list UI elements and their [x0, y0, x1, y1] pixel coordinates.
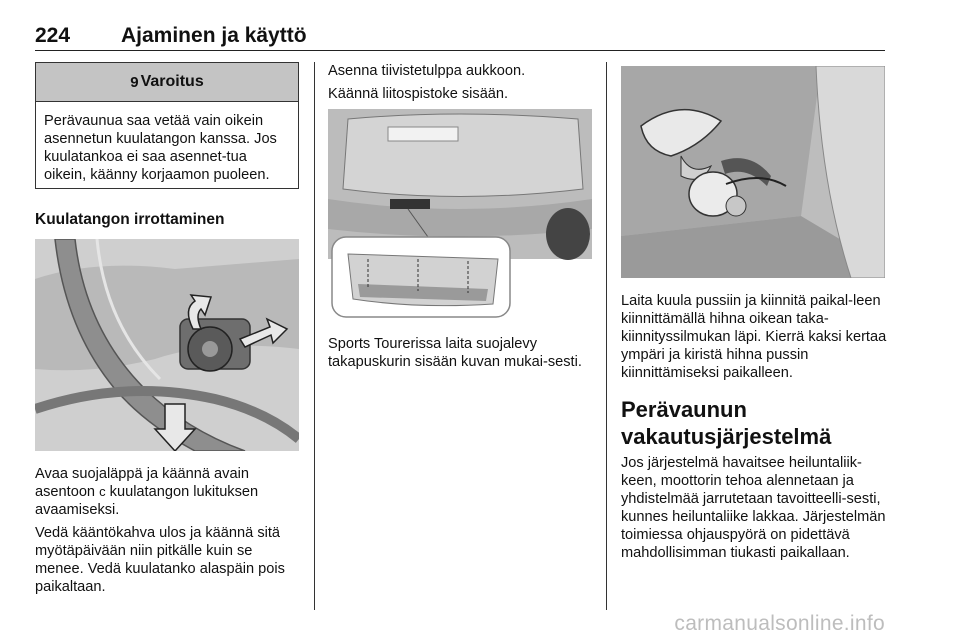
section-heading: Kuulatangon irrottaminen — [35, 211, 225, 228]
watermark: carmanualsonline.info — [674, 612, 885, 635]
paragraph: Vedä kääntökahva ulos ja käännä sitä myötäpäivään niin pitkälle kuin se menee. Vedä kuulatanko alaspäin pois paikaltaan. — [35, 525, 285, 595]
warning-text: Perävaunua saa vetää vain oikein asennetun kuulatangon kanssa. Jos kuulatankoa ei saa asennet-tua oikein, käänny korjaamon puoleen. — [44, 113, 277, 183]
rear-bumper-cover-illustration — [328, 109, 592, 321]
warning-header — [36, 63, 298, 102]
ball-bag-trunk-illustration — [621, 66, 885, 278]
paragraph: Asenna tiivistetulppa aukkoon. — [328, 63, 526, 79]
paragraph: Käännä liitospistoke sisään. — [328, 86, 509, 102]
paragraph: Sports Tourerissa laita suojalevy takapuskurin sisään kuvan mukai-sesti. — [328, 336, 582, 370]
paragraph: Laita kuula pussiin ja kiinnitä paikal-leen kiinnittämällä hihna oikean taka-kiinnityssilmukan läpi. Kierrä kaksi kertaa ympäri ja kiristä hihna pussin kiinnittämiseksi paikalleen. — [621, 293, 887, 381]
column-divider — [606, 62, 607, 610]
column-divider — [314, 62, 315, 610]
page-number: 224 — [35, 24, 71, 47]
section-heading: Perävaunun vakautusjärjestelmä — [621, 397, 832, 449]
page-title: Ajaminen ja käyttö — [121, 24, 307, 47]
paragraph: Jos järjestelmä havaitsee heiluntaliik-keen, moottorin tehoa alennetaan ja yhdistelmää jarrutetaan tavoitteelli-sesti, kunnes heiluntaliike lakkaa. Järjestelmän toimiessa ohjauspyörä on pidettävä mahdollisimman tiukasti paikallaan. — [621, 455, 886, 561]
paragraph-text: Avaa suojaläppä ja käännä avain asentoon — [35, 466, 249, 500]
paragraph-text: kuulatangon lukituksen avaamiseksi. — [35, 484, 259, 518]
warning-box — [35, 62, 299, 189]
key-position-icon: c — [99, 484, 106, 499]
column-3 — [621, 62, 887, 567]
page-header — [35, 22, 885, 51]
warning-title: Varoitus — [140, 73, 204, 90]
column-1 — [35, 62, 299, 601]
paragraph — [35, 465, 299, 519]
warning-icon: 9 — [130, 73, 139, 91]
tow-bar-release-illustration — [35, 239, 299, 451]
column-2 — [328, 62, 592, 376]
